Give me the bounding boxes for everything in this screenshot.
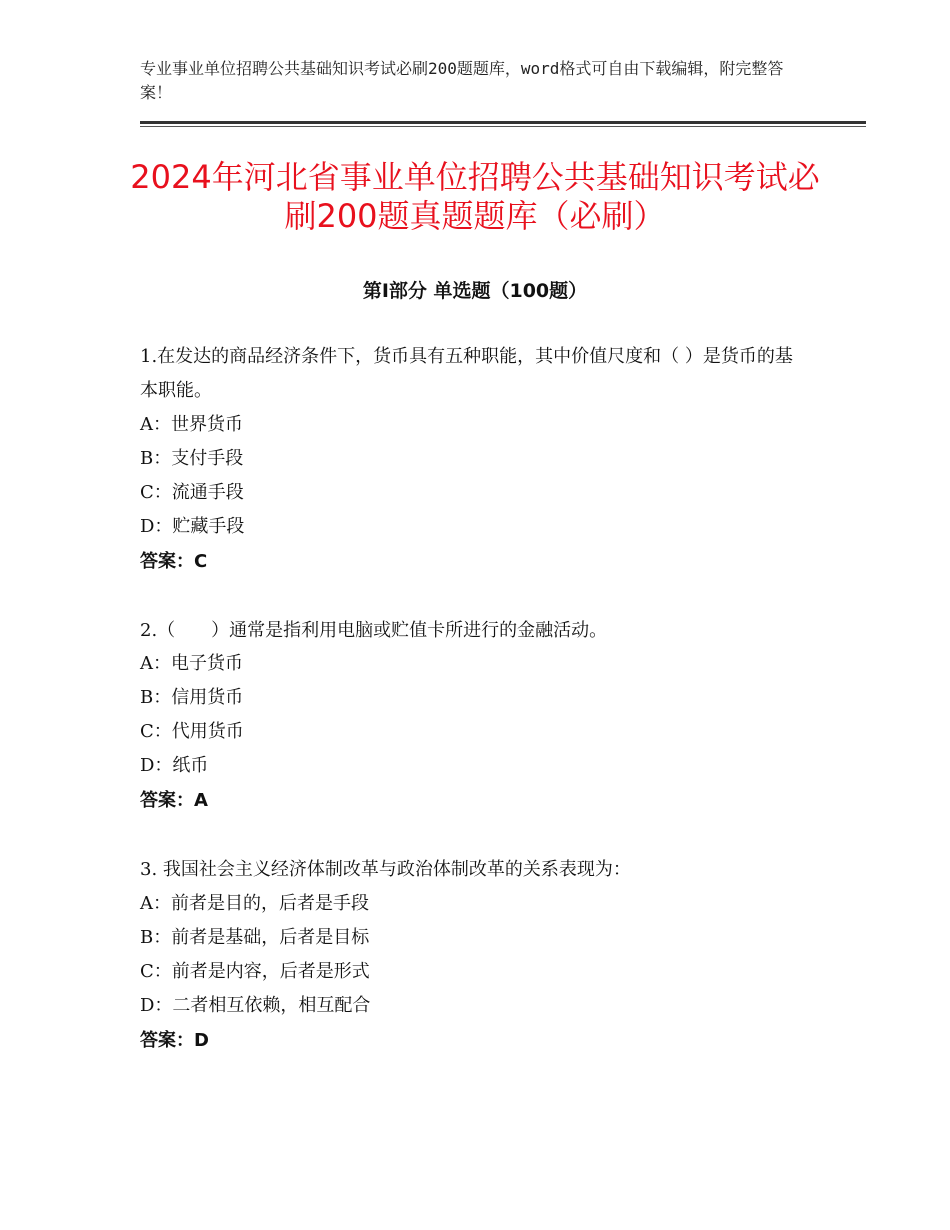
header-note: 专业事业单位招聘公共基础知识考试必刷200题题库，word格式可自由下载编辑，附完整答案！ <box>140 59 784 102</box>
question-3-option-c: C：前者是内容，后者是形式 <box>140 961 370 982</box>
question-3-answer: 答案：D <box>140 1030 209 1051</box>
question-2-option-a: A：电子货币 <box>140 653 243 674</box>
question-2-option-d: D：纸币 <box>140 755 209 776</box>
question-2-option-c: C：代用货币 <box>140 721 244 742</box>
document-title: 2024年河北省事业单位招聘公共基础知识考试必刷200题真题题库（必刷） <box>130 158 820 235</box>
question-1-option-c: C：流通手段 <box>140 482 244 503</box>
section-heading: 第Ⅰ部分 单选题（100题） <box>362 280 588 302</box>
header-divider-thick <box>140 121 866 124</box>
question-3-option-a: A：前者是目的，后者是手段 <box>140 893 369 914</box>
question-1-option-b: B：支付手段 <box>140 448 244 469</box>
question-3-option-d: D：二者相互依赖，相互配合 <box>140 995 371 1016</box>
question-1-stem: 1.在发达的商品经济条件下，货币具有五种职能，其中价值尺度和（ ）是货币的基本职能。 <box>140 346 793 401</box>
question-1-answer: 答案：C <box>140 551 208 572</box>
question-2-option-b: B：信用货币 <box>140 687 244 708</box>
question-3-stem: 3. 我国社会主义经济体制改革与政治体制改革的关系表现为： <box>140 859 631 880</box>
question-1-option-d: D：贮藏手段 <box>140 516 245 537</box>
question-3-option-b: B：前者是基础，后者是目标 <box>140 927 370 948</box>
question-1-option-a: A：世界货币 <box>140 414 243 435</box>
header-divider-thin <box>140 126 866 127</box>
question-2-answer: 答案：A <box>140 790 208 811</box>
question-2-stem: 2.（ ）通常是指利用电脑或贮值卡所进行的金融活动。 <box>140 620 608 641</box>
